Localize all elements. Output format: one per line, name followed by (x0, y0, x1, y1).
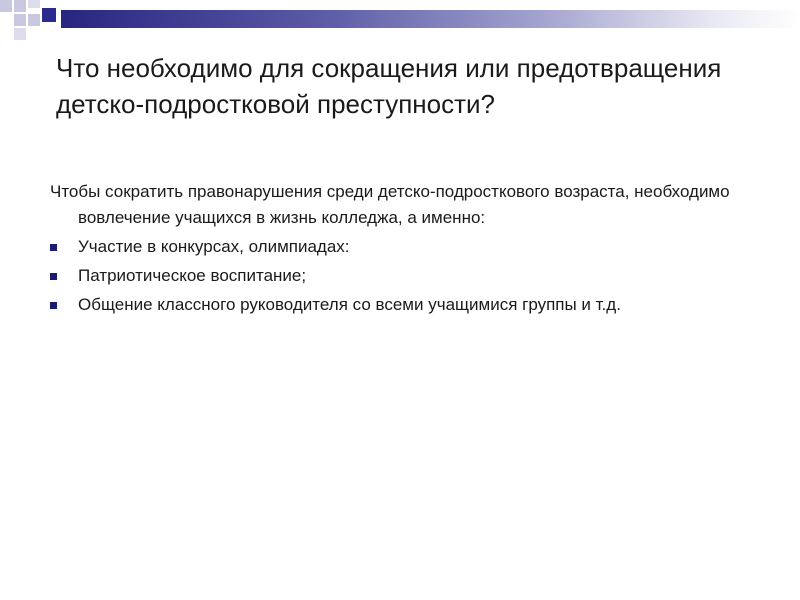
slide-title: Что необходимо для сокращения или предотвращения детско-подростковой преступности? (56, 53, 722, 119)
deco-square (14, 14, 26, 26)
square-bullet-icon (50, 273, 57, 280)
list-item (50, 263, 770, 289)
deco-square (28, 0, 40, 8)
list-item (50, 234, 770, 260)
list-item (50, 292, 770, 318)
list-item-text: Патриотическое воспитание; (78, 266, 307, 285)
list-item-text: Общение классного руководителя со всеми учащимися группы и т.д. (78, 295, 621, 314)
slide-body (50, 179, 770, 318)
bullet-list (50, 234, 770, 318)
square-bullet-icon (50, 302, 57, 309)
deco-square (0, 0, 12, 12)
square-bullet-icon (50, 244, 57, 251)
deco-square (14, 0, 26, 12)
intro-paragraph: Чтобы сократить правонарушения среди детско-подросткового возраста, необходимо вовлечение учащихся в жизнь колледжа, а именно: (50, 182, 730, 227)
list-item-text: Участие в конкурсах, олимпиадах: (78, 237, 350, 256)
deco-square (42, 8, 56, 22)
deco-square (14, 28, 26, 40)
deco-square (28, 14, 40, 26)
header-gradient-bar (61, 10, 800, 28)
